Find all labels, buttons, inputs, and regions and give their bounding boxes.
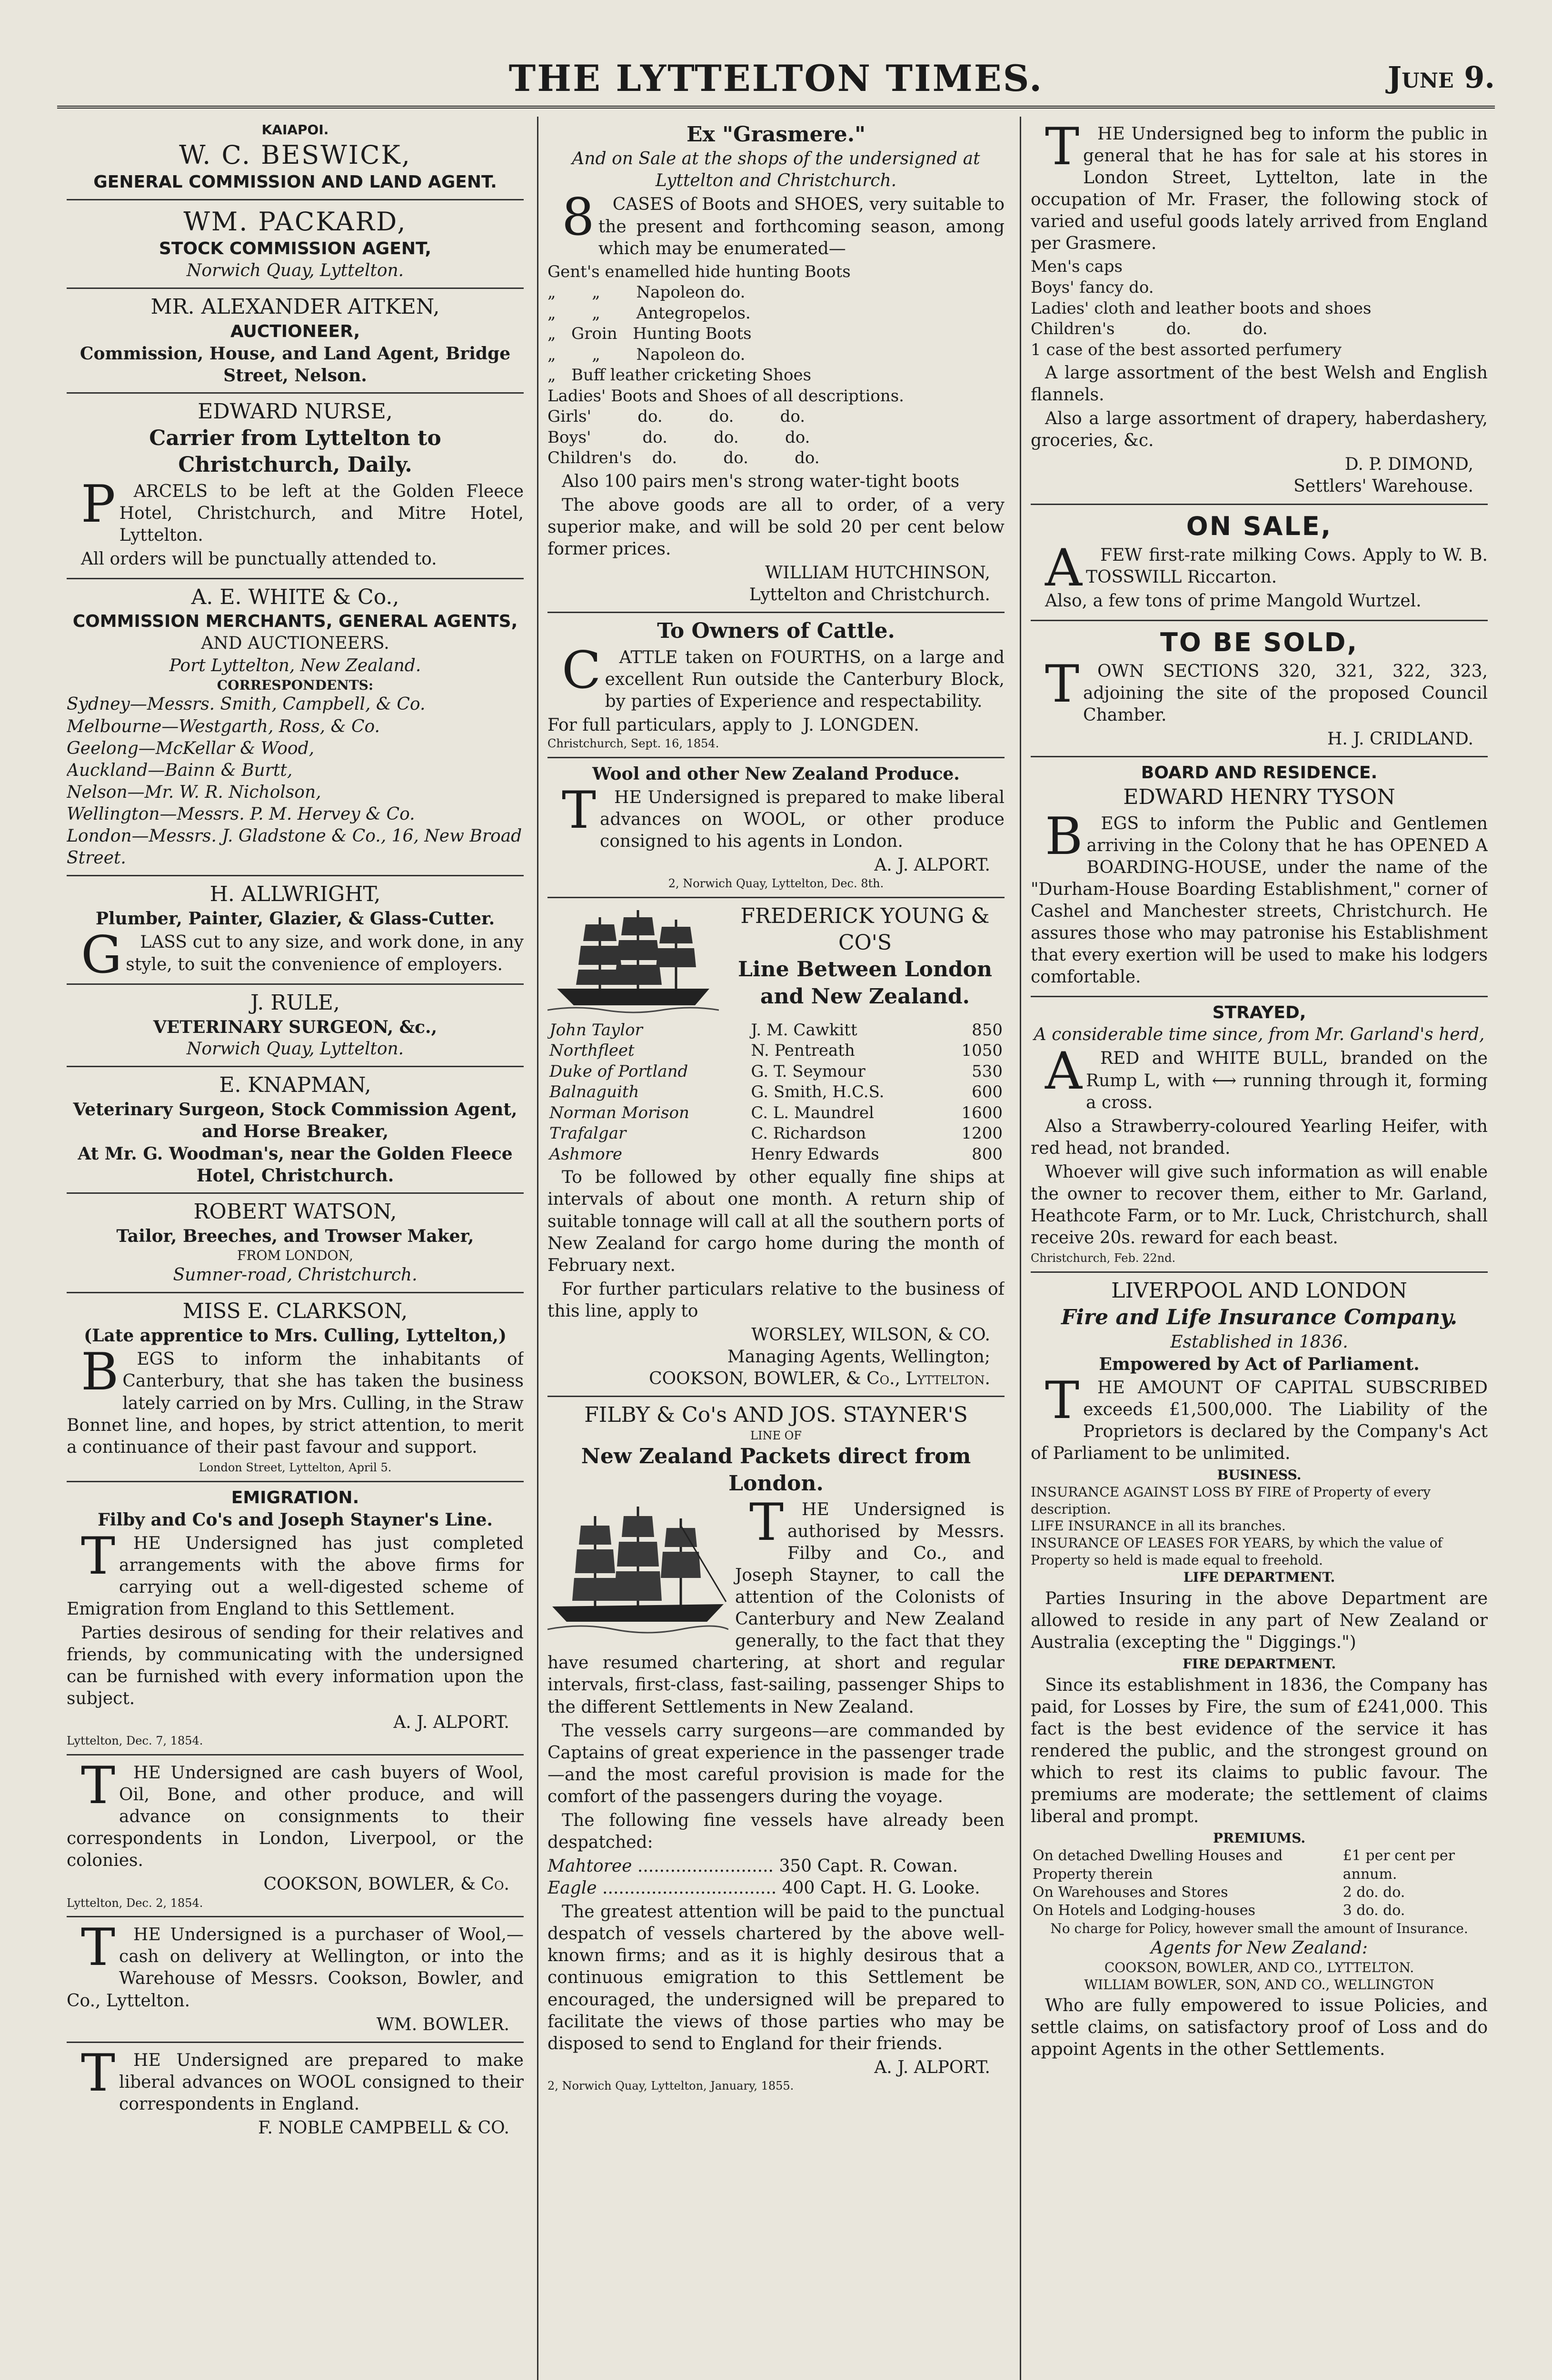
correspondent-line: Geelong—McKellar & Wood, bbox=[67, 738, 315, 758]
newspaper-title: THE LYTTELTON TIMES. bbox=[508, 57, 1044, 99]
agent-line: COOKSON, BOWLER, AND CO., LYTTELTON. bbox=[1104, 1959, 1414, 1975]
ship-name: John Taylor bbox=[549, 1020, 643, 1040]
table-row bbox=[547, 1144, 1005, 1165]
correspondent-line: Auckland—Bainn & Burtt, bbox=[67, 760, 293, 780]
ad-body: For full particulars, apply to bbox=[547, 715, 792, 735]
correspondent-line: Wellington—Messrs. P. M. Hervey & Co. bbox=[67, 804, 415, 824]
ship-master: G. Smith, H.C.S. bbox=[751, 1082, 885, 1102]
ad-body: For further particulars relative to the business of this line, apply to bbox=[547, 1279, 1005, 1321]
ad-role: GENERAL COMMISSION AND LAND AGENT. bbox=[93, 172, 497, 192]
correspondent-line: Nelson—Mr. W. R. Nicholson, bbox=[67, 782, 321, 802]
ad-heading: Wool and other New Zealand Produce. bbox=[592, 764, 960, 784]
ship-name: Ashmore bbox=[549, 1144, 622, 1164]
ad-signature: Managing Agents, Wellington; bbox=[727, 1347, 990, 1367]
ship-name: Trafalgar bbox=[549, 1124, 627, 1143]
list-item: LIFE INSURANCE in all its branches. bbox=[1031, 1518, 1286, 1534]
ad-subhead: Empowered by Act of Parliament. bbox=[1099, 1354, 1420, 1374]
ad-date: 2, Norwich Quay, Lyttelton, Dec. 8th. bbox=[668, 877, 884, 891]
ad-subhead: Filby and Co's and Joseph Stayner's Line. bbox=[98, 1509, 493, 1530]
list-item: Boys' do. do. do. bbox=[547, 427, 810, 447]
ship-master: N. Pentreath bbox=[751, 1041, 855, 1061]
section-heading: BUSINESS. bbox=[1217, 1467, 1302, 1483]
ad-watson bbox=[67, 1194, 524, 1293]
ad-heading: EMIGRATION. bbox=[231, 1488, 359, 1507]
header-rule bbox=[57, 106, 1495, 109]
list-item: „ „ Napoleon do. bbox=[547, 345, 746, 364]
ad-name: J. RULE, bbox=[250, 990, 340, 1015]
ad-white bbox=[67, 579, 524, 876]
ad-nurse bbox=[67, 394, 524, 579]
sailing-ship-icon bbox=[547, 1497, 728, 1640]
ad-heading: LIVERPOOL AND LONDON bbox=[1111, 1278, 1407, 1303]
ad-body: A large assortment of the best Welsh and English flannels. bbox=[1031, 363, 1488, 405]
ship-master: C. Richardson bbox=[751, 1124, 866, 1143]
vessel-detail: 350 Capt. R. Cowan. bbox=[779, 1856, 958, 1876]
ship-master: G. T. Seymour bbox=[751, 1061, 866, 1081]
ad-heading: BOARD AND RESIDENCE. bbox=[1141, 763, 1378, 783]
ad-heading: FILBY & Co's AND JOS. STAYNER'S bbox=[584, 1403, 968, 1428]
ad-body: TOWN SECTIONS 320, 321, 322, 323, adjoining the site of the proposed Council Chamber. bbox=[1045, 654, 1488, 725]
ad-place: KAIAPOI. bbox=[261, 122, 329, 138]
ad-signature: WILLIAM HUTCHINSON, bbox=[765, 563, 990, 583]
ad-subhead: FROM LONDON, bbox=[237, 1248, 354, 1264]
ad-role: Veterinary Surgeon, Stock Commission Agent, and Horse Breaker, bbox=[73, 1100, 517, 1142]
ad-subhead: CORRESPONDENTS: bbox=[217, 677, 374, 693]
ad-packard bbox=[67, 200, 524, 289]
ad-body: THE Undersigned is prepared to make liberal advances on WOOL, or other produce consigned to his agents in London. bbox=[562, 780, 1005, 851]
page-header bbox=[57, 57, 1495, 103]
ad-body: Parties Insuring in the above Department are allowed to reside in any part of New Zealand or Australia (excepting the " Diggings.") bbox=[1031, 1588, 1488, 1652]
column-3 bbox=[1031, 117, 1488, 2380]
ad-body: THE Undersigned are cash buyers of Wool, Oil, Bone, and other produce, and will advance on consignments to their correspondents in London, Liverpool, or the colonies. bbox=[67, 1756, 524, 1871]
list-item: Gent's enamelled hide hunting Boots bbox=[547, 262, 851, 281]
section-heading: FIRE DEPARTMENT. bbox=[1182, 1656, 1336, 1672]
ship-master: J. M. Cawkitt bbox=[751, 1020, 857, 1040]
ad-beswick bbox=[67, 117, 524, 200]
ad-body: BEGS to inform the Public and Gentlemen arriving in the Colony that he has OPENED A BOARDING-HOUSE, under the name of the "Durham-House Boarding Establishment," corner of Cashel and Manchester streets, Christchurch. He assures those who may patronise his Establishment that every exertion will be used to make his lodgers comfortable. bbox=[1031, 806, 1488, 987]
ad-date: Lyttelton, Dec. 7, 1854. bbox=[67, 1734, 203, 1748]
ad-to-be-sold bbox=[1031, 621, 1488, 757]
ad-heading: New Zealand Packets direct from London. bbox=[581, 1444, 971, 1496]
ad-role: AUCTIONEER, bbox=[230, 321, 360, 341]
ad-body: THE Undersigned has just completed arrangements with the above firms for carrying out a well-digested scheme of Emigration from England to this Settlement. bbox=[67, 1526, 524, 1619]
premium-rate: 2 do. do. bbox=[1343, 1884, 1405, 1901]
ad-body: THE Undersigned are prepared to make liberal advances on WOOL consigned to their correspondents in England. bbox=[81, 2043, 524, 2114]
ad-body: Also, a few tons of prime Mangold Wurtzel. bbox=[1045, 591, 1422, 611]
ad-heading: Fire and Life Insurance Company. bbox=[1061, 1305, 1458, 1330]
list-item: INSURANCE OF LEASES FOR YEARS, by which the value of Property so held is made equal to freehold. bbox=[1031, 1535, 1443, 1568]
premium-item: On Warehouses and Stores bbox=[1033, 1884, 1228, 1901]
ad-role: AND AUCTIONEERS. bbox=[201, 634, 389, 654]
table-row bbox=[547, 1123, 1005, 1144]
ad-address: Sumner-road, Christchurch. bbox=[173, 1265, 418, 1285]
list-item: INSURANCE AGAINST LOSS BY FIRE of Property of every description. bbox=[1031, 1484, 1431, 1517]
ship-tons: 530 bbox=[972, 1061, 1003, 1081]
ad-signature: COOKSON, BOWLER, & Co. bbox=[263, 1874, 509, 1894]
premium-rate: 3 do. do. bbox=[1343, 1902, 1405, 1919]
ad-body: BEGS to inform the inhabitants of Canterbury, that she has taken the business lately carried on by Mrs. Culling, in the Straw Bonnet line, and hopes, by strict attention, to merit a continuance of their past favour and support. bbox=[67, 1342, 524, 1457]
ad-aitken bbox=[67, 289, 524, 394]
ad-name: WM. PACKARD, bbox=[183, 207, 407, 237]
ad-body: PARCELS to be left at the Golden Fleece Hotel, Christchurch, and Mitre Hotel, Lyttelton. bbox=[81, 474, 524, 545]
ship-tons: 1200 bbox=[961, 1124, 1003, 1143]
ad-signature: A. J. ALPORT. bbox=[874, 855, 990, 875]
table-row bbox=[547, 1061, 1005, 1082]
table-row bbox=[1031, 1884, 1488, 1902]
list-item: Men's caps bbox=[1031, 257, 1123, 277]
ad-frederick-young bbox=[547, 898, 1005, 1397]
ad-signature: WM. BOWLER. bbox=[376, 2014, 509, 2034]
ad-heading: FREDERICK YOUNG & CO'S bbox=[740, 903, 990, 955]
ad-grasmere bbox=[547, 117, 1005, 613]
list-item: „ „ Antegropelos. bbox=[547, 303, 751, 323]
ad-signature: D. P. DIMOND, bbox=[1344, 455, 1473, 475]
vessel-line: Eagle ................................ 400 Capt. H. G. Looke. bbox=[547, 1878, 980, 1898]
ad-name: E. KNAPMAN, bbox=[219, 1073, 371, 1098]
list-item: Ladies' Boots and Shoes of all descriptions. bbox=[547, 386, 904, 406]
list-item: Girls' do. do. do. bbox=[547, 407, 806, 426]
ad-description: Commission, House, and Land Agent, Bridge Street, Nelson. bbox=[80, 343, 511, 386]
correspondent-line: Sydney—Messrs. Smith, Campbell, & Co. bbox=[67, 694, 426, 714]
list-item: Ladies' cloth and leather boots and shoes bbox=[1031, 298, 1372, 318]
premium-rate: £1 per cent per annum. bbox=[1343, 1847, 1455, 1883]
column-divider bbox=[1020, 117, 1021, 2380]
list-item: „ Buff leather cricketing Shoes bbox=[547, 366, 812, 385]
ad-subhead: A considerable time since, from Mr. Garland's herd, bbox=[1034, 1025, 1485, 1045]
ad-body: All orders will be punctually attended to. bbox=[81, 549, 437, 569]
ad-heading: Ex "Grasmere." bbox=[686, 122, 866, 147]
ad-clarkson bbox=[67, 1293, 524, 1482]
list-item: Boys' fancy do. bbox=[1031, 278, 1154, 297]
ad-name: ROBERT WATSON, bbox=[193, 1199, 397, 1224]
ad-role: Tailor, Breeches, and Trowser Maker, bbox=[116, 1226, 474, 1247]
vessel-detail: 400 Capt. H. G. Looke. bbox=[782, 1878, 980, 1898]
ad-body: The following fine vessels have already been despatched: bbox=[547, 1810, 1005, 1852]
table-row bbox=[1031, 1847, 1488, 1884]
ad-heading: TO BE SOLD, bbox=[1160, 627, 1358, 657]
ship-master: C. L. Maundrel bbox=[751, 1103, 874, 1122]
ad-emigration bbox=[67, 1482, 524, 1756]
agent-line: WILLIAM BOWLER, SON, AND CO., WELLINGTON bbox=[1084, 1976, 1434, 1993]
list-item: 1 case of the best assorted perfumery bbox=[1031, 340, 1342, 359]
ad-address: Norwich Quay, Lyttelton. bbox=[186, 261, 404, 281]
ad-signature: Lyttelton and Christchurch. bbox=[749, 585, 990, 605]
ship-tons: 800 bbox=[972, 1144, 1003, 1164]
ad-body: The greatest attention will be paid to the punctual despatch of vessels chartered by the above well-known firms; and as it is highly desirous that a continuous emigration to this Settlement be encouraged, the undersigned will be prepared to facilitate the views of those parties who may be disposed to send to England for their friends. bbox=[547, 1902, 1005, 2053]
sailing-ship-icon bbox=[547, 903, 719, 1017]
ship-master: Henry Edwards bbox=[751, 1144, 879, 1164]
ship-table bbox=[547, 1020, 1005, 1165]
ad-body: Whoever will give such information as will enable the owner to recover them, either to Mr. Garland, Heathcote Farm, or to Mr. Luck, Christchurch, shall receive 20s. reward for each beast. bbox=[1031, 1162, 1488, 1248]
ad-role: VETERINARY SURGEON, &c., bbox=[153, 1017, 438, 1037]
ad-strayed bbox=[1031, 997, 1488, 1273]
table-row bbox=[547, 1082, 1005, 1103]
ad-board-residence bbox=[1031, 757, 1488, 997]
ad-name: A. E. WHITE & Co., bbox=[191, 585, 399, 610]
ad-heading: Line Between London and New Zealand. bbox=[737, 957, 992, 1009]
ad-role: COMMISSION MERCHANTS, GENERAL AGENTS, bbox=[72, 612, 518, 632]
ship-tons: 600 bbox=[972, 1082, 1003, 1102]
ship-name: Duke of Portland bbox=[549, 1061, 688, 1081]
ad-purchaser bbox=[67, 1917, 524, 2043]
ad-cattle bbox=[547, 613, 1005, 758]
ad-subhead: (Late apprentice to Mrs. Culling, Lyttelton,) bbox=[84, 1326, 507, 1346]
ad-body: The above goods are all to order, of a very superior make, and will be sold 20 per cent below former prices. bbox=[547, 495, 1005, 559]
ad-on-sale bbox=[1031, 505, 1488, 621]
section-heading: Agents for New Zealand: bbox=[1151, 1938, 1368, 1958]
ad-date: Lyttelton, Dec. 2, 1854. bbox=[67, 1896, 203, 1910]
column-2 bbox=[547, 117, 1005, 2380]
ad-subhead: LINE OF bbox=[750, 1429, 802, 1443]
list-item: „ „ Napoleon do. bbox=[547, 283, 746, 302]
ad-name: MISS E. CLARKSON, bbox=[182, 1299, 408, 1324]
ad-filby bbox=[547, 1397, 1005, 2099]
ad-date: London Street, Lyttelton, April 5. bbox=[199, 1460, 392, 1474]
ad-body: Also 100 pairs men's strong water-tight boots bbox=[562, 471, 960, 491]
table-row bbox=[547, 1103, 1005, 1124]
ad-knapman bbox=[67, 1067, 524, 1194]
ad-body: ARED and WHITE BULL, branded on the Rump L, with ⟷ running through it, forming a cross. bbox=[1045, 1041, 1488, 1112]
ad-cash-buyers bbox=[67, 1755, 524, 1917]
ad-body: CATTLE taken on FOURTHS, on a large and excellent Run outside the Canterbury Block, by parties of Experience and respectability. bbox=[562, 640, 1005, 711]
ad-signature: A. J. ALPORT. bbox=[874, 2057, 990, 2077]
ad-signature: A. J. ALPORT. bbox=[393, 1713, 509, 1733]
ad-place: Port Lyttelton, New Zealand. bbox=[169, 655, 421, 675]
ad-date: 2, Norwich Quay, Lyttelton, January, 1855. bbox=[547, 2079, 794, 2092]
ad-subhead: And on Sale at the shops of the undersigned at Lyttelton and Christchurch. bbox=[572, 149, 980, 191]
ad-body: The vessels carry surgeons—are commanded by Captains of great experience in the passenger trade—and the most careful provision is made for the comfort of the passengers during the voyage. bbox=[547, 1721, 1005, 1806]
ad-body: To be followed by other equally fine ships at intervals of about one month. A return ship of suitable tonnage will call at all the southern ports of New Zealand for cargo home during the month of February next. bbox=[547, 1168, 1005, 1275]
vessel-name: Mahtoree bbox=[547, 1856, 632, 1876]
ad-body: Since its establishment in 1836, the Company has paid, for Losses by Fire, the sum of £241,000. This fact is the best evidence of the service it has rendered the public, and the strongest ground on which to rest its claims to public favour. The premiums are moderate; the settlement of claims liberal and prompt. bbox=[1031, 1675, 1488, 1827]
ad-body: Who are fully empowered to issue Policies, and settle claims, on satisfactory proof of Loss and do appoint Agents in the other Settlements. bbox=[1031, 1996, 1488, 2060]
ship-tons: 850 bbox=[972, 1020, 1003, 1040]
ad-signature: F. NOBLE CAMPBELL & CO. bbox=[258, 2118, 509, 2138]
ad-signature: H. J. CRIDLAND. bbox=[1327, 729, 1473, 749]
ship-name: Northfleet bbox=[549, 1041, 635, 1061]
ship-name: Balnaguith bbox=[549, 1082, 639, 1102]
column-divider bbox=[537, 117, 538, 2380]
ship-name: Norman Morison bbox=[549, 1103, 689, 1122]
ad-signature: J. LONGDEN. bbox=[803, 715, 919, 735]
ad-wool bbox=[547, 758, 1005, 898]
ad-name: EDWARD HENRY TYSON bbox=[1123, 785, 1395, 810]
column-1 bbox=[67, 117, 524, 2380]
list-item: „ Groin Hunting Boots bbox=[547, 324, 752, 344]
ad-rule bbox=[67, 985, 524, 1067]
vessel-line: Mahtoree ......................... 350 Capt. R. Cowan. bbox=[547, 1856, 958, 1876]
ad-signature: Settlers' Warehouse. bbox=[1293, 476, 1473, 496]
ad-heading: ON SALE, bbox=[1186, 511, 1333, 541]
ad-body: THE Undersigned is a purchaser of Wool,—cash on delivery at Wellington, or into the Warehouse of Messrs. Cookson, Bowler, and Co., Lyttelton. bbox=[67, 1918, 524, 2011]
ad-address: Norwich Quay, Lyttelton. bbox=[186, 1039, 404, 1059]
ad-body: No charge for Policy, however small the amount of Insurance. bbox=[1050, 1920, 1468, 1936]
table-row bbox=[1031, 1902, 1488, 1920]
ad-date: Christchurch, Sept. 16, 1854. bbox=[547, 736, 719, 750]
correspondent-line: London—Messrs. J. Gladstone & Co., 16, New Broad Street. bbox=[67, 826, 522, 868]
ad-heading: To Owners of Cattle. bbox=[657, 619, 895, 644]
ad-insurance bbox=[1031, 1273, 1488, 2069]
ad-body: THE Undersigned is authorised by Messrs. Filby and Co., and Joseph Stayner, to call the attention of the Colonists of Canterbury and New Zealand generally, to the fact that they have resumed chartering, at short and regular intervals, first-class, fast-sailing, passenger Ships to the different Settlements in New Zealand. bbox=[547, 1492, 1005, 1717]
premium-item: On Hotels and Lodging-houses bbox=[1033, 1902, 1255, 1919]
ad-body: 8CASES of Boots and SHOES, very suitable to the present and forthcoming season, among which may be enumerated— bbox=[562, 188, 1005, 258]
ad-body: Also a Strawberry-coloured Yearling Heifer, with red head, not branded. bbox=[1031, 1116, 1488, 1158]
ad-name: EDWARD NURSE, bbox=[198, 399, 393, 424]
ad-role: STOCK COMMISSION AGENT, bbox=[159, 239, 432, 259]
ad-dimond bbox=[1031, 117, 1488, 505]
premium-table bbox=[1031, 1847, 1488, 1920]
ad-body: THE Undersigned beg to inform the public in general that he has for sale at his stores in London Street, Lyttelton, late in the occupation of Mr. Fraser, the following stock of varied and useful goods lately arrived from England per Grasmere. bbox=[1031, 117, 1488, 254]
ad-advances bbox=[67, 2043, 524, 2145]
correspondent-line: Melbourne—Westgarth, Ross, & Co. bbox=[67, 716, 380, 736]
ad-signature: COOKSON, BOWLER, & Co., Lyttelton. bbox=[649, 1369, 990, 1389]
ad-name: MR. ALEXANDER AITKEN, bbox=[150, 295, 440, 319]
ship-tons: 1050 bbox=[961, 1041, 1003, 1061]
ship-tons: 1600 bbox=[961, 1103, 1003, 1122]
ad-body: Parties desirous of sending for their relatives and friends, by communicating with the undersigned can be furnished with every information upon the subject. bbox=[67, 1623, 524, 1709]
ad-heading: STRAYED, bbox=[1212, 1003, 1306, 1023]
ad-body: THE AMOUNT OF CAPITAL SUBSCRIBED exceeds £1,500,000. The Liability of the Proprietors is declared by the Company's Act of Parliament to be unlimited. bbox=[1031, 1370, 1488, 1463]
list-item: Children's do. do. do. bbox=[547, 448, 820, 468]
ad-name: W. C. BESWICK, bbox=[179, 139, 411, 170]
premium-item: On detached Dwelling Houses and Property therein bbox=[1033, 1847, 1283, 1883]
section-heading: LIFE DEPARTMENT. bbox=[1183, 1569, 1335, 1585]
list-item: Children's do. do. bbox=[1031, 319, 1268, 339]
ad-body: Also a large assortment of drapery, haberdashery, groceries, &c. bbox=[1031, 409, 1488, 451]
ad-signature: WORSLEY, WILSON, & CO. bbox=[751, 1325, 990, 1345]
ad-role: Carrier from Lyttelton to Christchurch, Daily. bbox=[149, 426, 441, 477]
ad-role: Plumber, Painter, Glazier, & Glass-Cutter. bbox=[95, 909, 495, 929]
issue-date: June 9. bbox=[1387, 60, 1495, 95]
section-heading: PREMIUMS. bbox=[1213, 1830, 1306, 1846]
ad-body: AFEW first-rate milking Cows. Apply to W. B. TOSSWILL Riccarton. bbox=[1045, 538, 1488, 598]
ad-allwright bbox=[67, 876, 524, 985]
ad-address: At Mr. G. Woodman's, near the Golden Fleece Hotel, Christchurch. bbox=[78, 1143, 513, 1186]
vessel-name: Eagle bbox=[547, 1878, 597, 1898]
ad-name: H. ALLWRIGHT, bbox=[209, 882, 381, 907]
ad-subhead: Established in 1836. bbox=[1170, 1332, 1348, 1352]
table-row bbox=[547, 1020, 1005, 1041]
table-row bbox=[547, 1041, 1005, 1061]
ad-date: Christchurch, Feb. 22nd. bbox=[1031, 1251, 1176, 1265]
ad-body: GLASS cut to any size, and work done, in any style, to suit the convenience of employers. bbox=[81, 925, 524, 985]
